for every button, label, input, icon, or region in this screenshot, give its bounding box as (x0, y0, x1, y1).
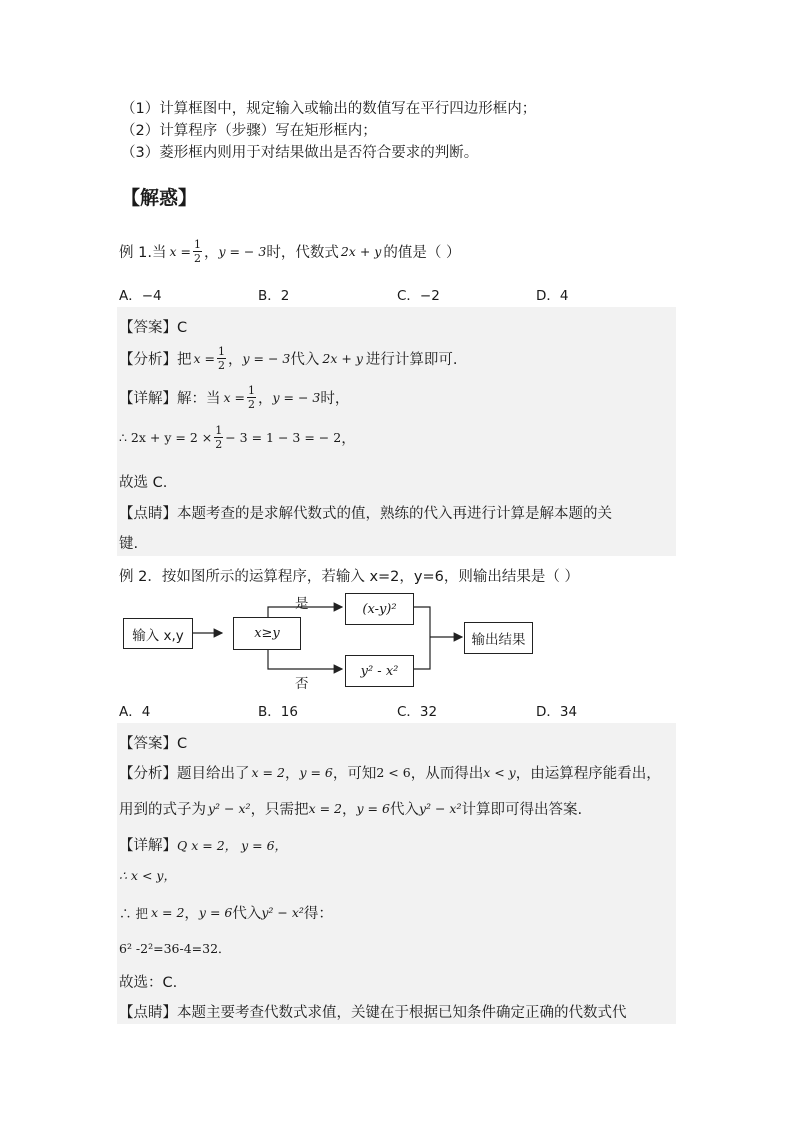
ex1-q-mid: 时，代数式 (266, 245, 339, 261)
flow-input-box: 输入 x,y (123, 618, 193, 649)
ex1-expr: 2x + y (340, 244, 382, 259)
ex1-answer: 【答案】C (119, 320, 188, 336)
ex1-option-d: D．4 (536, 288, 569, 304)
ex2-analysis-line-1: 【分析】 题目给出了 x = 2 ， y = 6 ，可知 2 < 6 ，从而得出 x < y ，由运算程序能看出， (119, 765, 661, 782)
ex2-comment: 【点睛】本题主要考查代数式求值，关键在于根据已知条件确定正确的代数式代 (119, 1005, 627, 1021)
ex1-y-eq: y = − 3 (218, 244, 267, 259)
ex1-comment-line-2: 键. (119, 536, 139, 552)
merge-bracket (414, 607, 430, 669)
ex1-comment-line-1: 【点睛】本题考查的是求解代数式的值，熟练的代入再进行计算是解本题的关 (119, 506, 612, 522)
flow-bottom-box: y² - x² (345, 655, 414, 687)
ex2-analysis-line-2: 用到的式子为 y² − x² ，只需把 x = 2 ， y = 6 代入 y² − x² 计算即可得出答案. (119, 801, 583, 818)
intro-line-2: （2）计算程序（步骤）写在矩形框内； (121, 123, 377, 139)
ex1-q-prefix: 例 1.当 (119, 245, 167, 261)
ex2-detail-line-3: ∴ 把 x = 2 ， y = 6 代入 y² − x² 得： (119, 905, 333, 922)
flow-no-label: 否 (295, 676, 309, 692)
flow-yes-label: 是 (295, 596, 309, 612)
ex2-option-d: D．34 (536, 704, 578, 720)
intro-line-3: （3）菱形框内则用于对结果做出是否符合要求的判断。 (121, 145, 479, 161)
ex2-choose: 故选：C. (119, 975, 178, 991)
ex2-detail-line-4: 6² -2²=36-4=32． (119, 941, 231, 956)
example-2-question: 例 2．按如图所示的运算程序，若输入 x=2，y=6，则输出结果是（ ） (119, 569, 579, 585)
ex1-detail: 【详解】 解：当 x = $\frac{1}{2}$ ， y = − 3 时， (119, 384, 350, 411)
flow-top-box: (x-y)² (345, 593, 414, 625)
ex2-detail-line-2: ∴ x < y， (119, 868, 176, 883)
ex1-q-suffix: 的值是（ ） (383, 245, 461, 261)
ex1-option-a: A．−4 (119, 288, 162, 304)
ex2-option-c: C．32 (397, 704, 438, 720)
ex2-answer: 【答案】C (119, 736, 188, 752)
example-1-question: 例 1.当 x = $\frac{1}{2}$ ， y = − 3 时，代数式 2x + y 的值是（ ） (119, 238, 461, 265)
section-heading: 【解惑】 (121, 187, 198, 209)
ex1-option-c: C．−2 (397, 288, 440, 304)
ex1-choose: 故选 C. (119, 475, 168, 491)
ex2-option-a: A．4 (119, 704, 151, 720)
ex1-fraction: $\frac{1}{2}$ (193, 238, 201, 265)
ex2-detail-line-1: 【详解】 Q x = 2， y = 6， (119, 837, 288, 854)
intro-line-1: （1）计算框图中，规定输入或输出的数值写在平行四边形框内； (121, 101, 537, 117)
flow-output-box: 输出结果 (464, 622, 533, 654)
ex1-calculation: ∴ 2x + y = 2 × $\frac{1}{2}$ − 3 = 1 − 3 = − 2 ， (119, 424, 356, 451)
ex1-analysis: 【分析】 把 x = $\frac{1}{2}$ ， y = − 3 代入 2x + y 进行计算即可. (119, 345, 458, 372)
ex1-option-b: B．2 (258, 288, 290, 304)
ex2-option-b: B．16 (258, 704, 298, 720)
arrow-no-branch (268, 650, 342, 669)
flow-condition-box: x≥y (233, 617, 301, 650)
ex1-x-eq: x = (169, 244, 191, 259)
